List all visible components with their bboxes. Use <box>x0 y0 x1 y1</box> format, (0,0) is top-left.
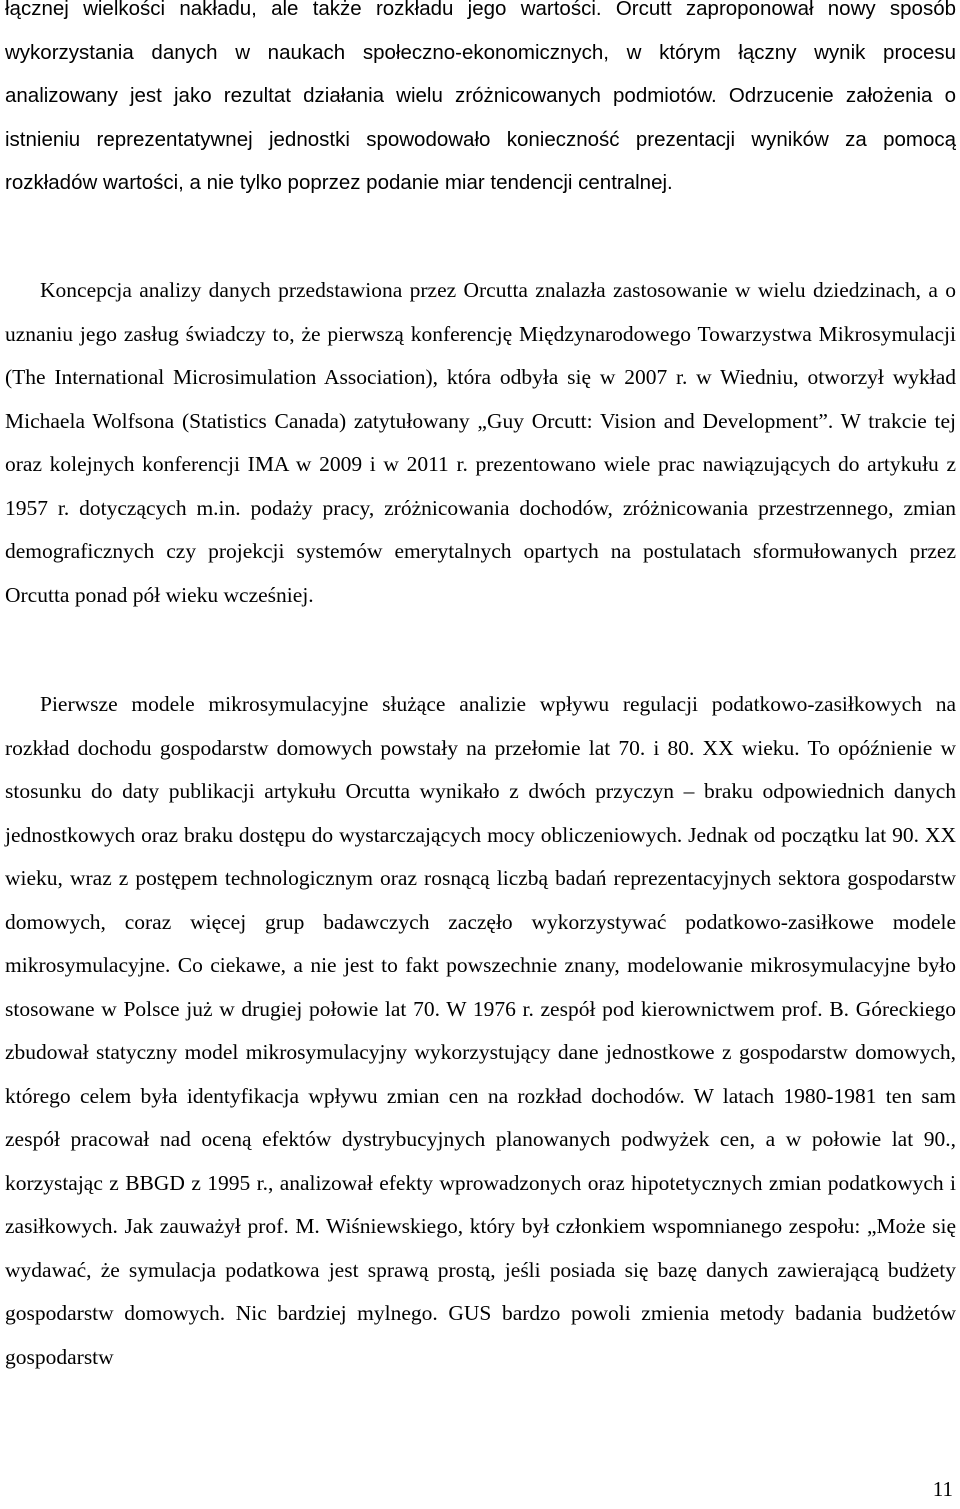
page-number: 11 <box>932 1477 953 1501</box>
paragraph-first-models: Pierwsze modele mikrosymulacyjne służące analizie wpływu regulacji podatkowo-zasiłkowych na rozkład dochodu gospodarstw domowych powstały na przełomie lat 70. i 80. XX wieku. To opóźnienie w stosunku do daty publikacji artykułu Orcutta wynikało z dwóch przyczyn – braku odpowiednich danych jednostkowych oraz braku dostępu do wystarczających mocy obliczeniowych. Jednak od początku lat 90. XX wieku, wraz z postępem technologicznym oraz rosnącą liczbą badań reprezentacyjnych sektora gospodarstw domowych, coraz więcej grup badawczych zaczęło wykorzystywać podatkowo-zasiłkowe modele mikrosymulacyjne. Co ciekawe, a nie jest to fakt powszechnie znany, modelowanie mikrosymulacyjne było stosowane w Polsce już w drugiej połowie lat 70. W 1976 r. zespół pod kierownictwem prof. B. Góreckiego zbudował statyczny model mikrosymulacyjny wykorzystujący dane jednostkowe z gospodarstw domowych, którego celem była identyfikacja wpływu zmian cen na rozkład dochodów. W latach 1980-1981 ten sam zespół pracował nad oceną efektów dystrybucyjnych planowanych podwyżek cen, a w połowie lat 90., korzystając z BBGD z 1995 r., analizował efekty wprowadzonych oraz hipotetycznych zmian podatkowych i zasiłkowych. Jak zauważył prof. M. Wiśniewskiego, który był członkiem wspomnianego zespołu: „Może się wydawać, że symulacja podatkowa jest sprawą prostą, jeśli posiada się bazę danych zawierającą budżety gospodarstw domowych. Nic bardziej mylnego. GUS bardzo powoli zmienia metody badania budżetów gospodarstw <box>5 692 956 1369</box>
paragraph-orcutt-proposal: łącznej wielkości nakładu, ale także rozkładu jego wartości. Orcutt zaproponował nowy sposób wykorzystania danych w naukach społeczno-ekonomicznych, w którym łączny wynik procesu analizowany jest jako rezultat działania wielu zróżnicowanych podmiotów. Odrzucenie założenia o istnieniu reprezentatywnej jednostki spowodowało konieczność prezentacji wyników za pomocą rozkładów wartości, a nie tylko poprzez podanie miar tendencji centralnej. <box>5 0 956 194</box>
paragraph-orcutt-legacy: Koncepcja analizy danych przedstawiona przez Orcutta znalazła zastosowanie w wielu dziedzinach, a o uznaniu jego zasług świadczy to, że pierwszą konferencję Międzynarodowego Towarzystwa Mikrosymulacji (The International Microsimulation Association), która odbyła się w 2007 r. w Wiedniu, otworzył wykład Michaela Wolfsona (Statistics Canada) zatytułowany „Guy Orcutt: Vision and Development”. W trakcie tej oraz kolejnych konferencji IMA w 2009 i w 2011 r. prezentowano wiele prac nawiązujących do artykułu z 1957 r. dotyczących m.in. podaży pracy, zróżnicowania dochodów, zróżnicowania przestrzennego, zmian demograficznych czy projekcji systemów emerytalnych opartych na postulatach sformułowanych przez Orcutta ponad pół wieku wcześniej. <box>5 278 956 607</box>
